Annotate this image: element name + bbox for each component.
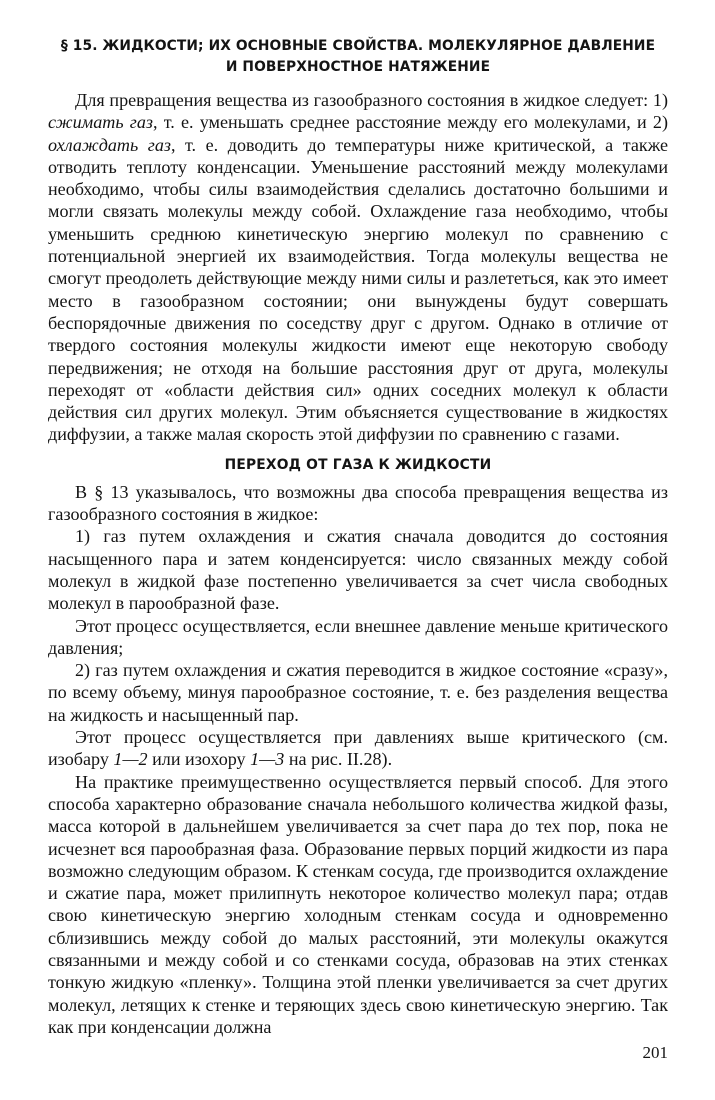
method-2-condition-text-2: или изохору <box>147 749 251 770</box>
section-heading-line-2: И ПОВЕРХНОСТНОЕ НАТЯЖЕНИЕ <box>225 59 491 75</box>
method-2-condition-text-1: Этот процесс осуществляется при давлениях выше критического (см. изобару <box>48 727 668 770</box>
subheading-gas-to-liquid: ПЕРЕХОД ОТ ГАЗА К ЖИДКОСТИ <box>224 456 492 473</box>
intro-text <box>48 89 668 446</box>
intro-text-1: Для превращения вещества из газообразного состояния в жидкое следует: 1) <box>75 90 668 110</box>
paragraph-two-methods: В § 13 указывалось, что возможны два способа превращения вещества из газообразного состояния в жидкое: <box>48 481 668 525</box>
paragraph-method-1: 1) газ путем охлаждения и сжатия сначала доводится до состояния насыщенного пара и затем конденсируется: число связанных между собой молекул в жидкой фазе постепенно увеличивается за счет числа свободных молекул в парообразной фазе. <box>48 526 668 614</box>
intro-emphasis-compress: сжимать газ <box>48 112 153 133</box>
intro-text-3: , т. е. доводить до температуры ниже критической, а также отводить теплоту конденсации. Уменьшение расстояний между молекулами необходимо, чтобы силы взаимодействия сделались достаточно большими и могли связать молекулы между собой. Охлаждение газа необходимо, чтобы уменьшить среднюю кинетическую энергию молекул по сравнению с потенциальной энергией их взаимодействия. Тогда молекулы вещества не смогут преодолеть действующие между ними силы и разлететься, как это имеет место в газообразном состоянии; они вынуждены будут совершать беспорядочные движения по соседству друг с другом. Однако в отличие от твердого состояния молекулы жидкости имеют еще некоторую свободу передвижения; не отходя на большие расстояния друг от друга, молекулы переходят от «области действия сил» одних соседних молекул к области действия сил других молекул. Этим объясняется существование в жидкостях диффузии, а также малая скорость этой диффузии по сравнению с газами. <box>48 134 668 445</box>
section-heading <box>48 36 668 78</box>
page-number: 201 <box>642 1043 668 1062</box>
intro-text-2: , т. е. уменьшать среднее расстояние между его молекулами, и 2) <box>152 112 668 133</box>
paragraph-method-2-condition <box>48 726 668 771</box>
isobar-label: 1—2 <box>113 749 148 770</box>
isochore-label: 1—3 <box>250 749 285 770</box>
paragraph-method-2: 2) газ путем охлаждения и сжатия переводится в жидкое состояние «сразу», по всему объему, минуя парообразное состояние, т. е. без разделения вещества на жидкость и насыщенный пар. <box>48 660 668 725</box>
paragraph-practice: На практике преимущественно осуществляется первый способ. Для этого способа характерно образование сначала небольшого количества жидкой фазы, масса которой в дальнейшем увеличивается за счет пара до тех пор, пока не исчезнет вся парообразная фаза. Образование первых порций жидкости из пара возможно следующим образом. К стенкам сосуда, где производится охлаждение и сжатие пара, может прилипнуть некоторое количество молекул пара; отдав свою кинетическую энергию холодным стенкам сосуда и одновременно сблизившись между собой до малых расстояний, эти молекулы окажутся связанными и между собой и со стенками сосуда, образовав на этих стенках тонкую жидкую «пленку». Толщина этой пленки увеличивается за счет других молекул, летящих к стенке и теряющих здесь свою кинетическую энергию. Так как при конденсации должна <box>48 771 668 1037</box>
transition-text <box>48 481 668 1038</box>
section-heading-line-1: § 15. ЖИДКОСТИ; ИХ ОСНОВНЫЕ СВОЙСТВА. МОЛЕКУЛЯРНОЕ ДАВЛЕНИЕ <box>60 38 656 54</box>
paragraph-method-1-condition: Этот процесс осуществляется, если внешнее давление меньше критического давления; <box>48 615 668 658</box>
method-2-condition-text-3: на рис. II.28). <box>284 749 393 770</box>
intro-paragraph <box>48 89 668 446</box>
intro-emphasis-cool: охлаждать газ <box>48 134 171 155</box>
